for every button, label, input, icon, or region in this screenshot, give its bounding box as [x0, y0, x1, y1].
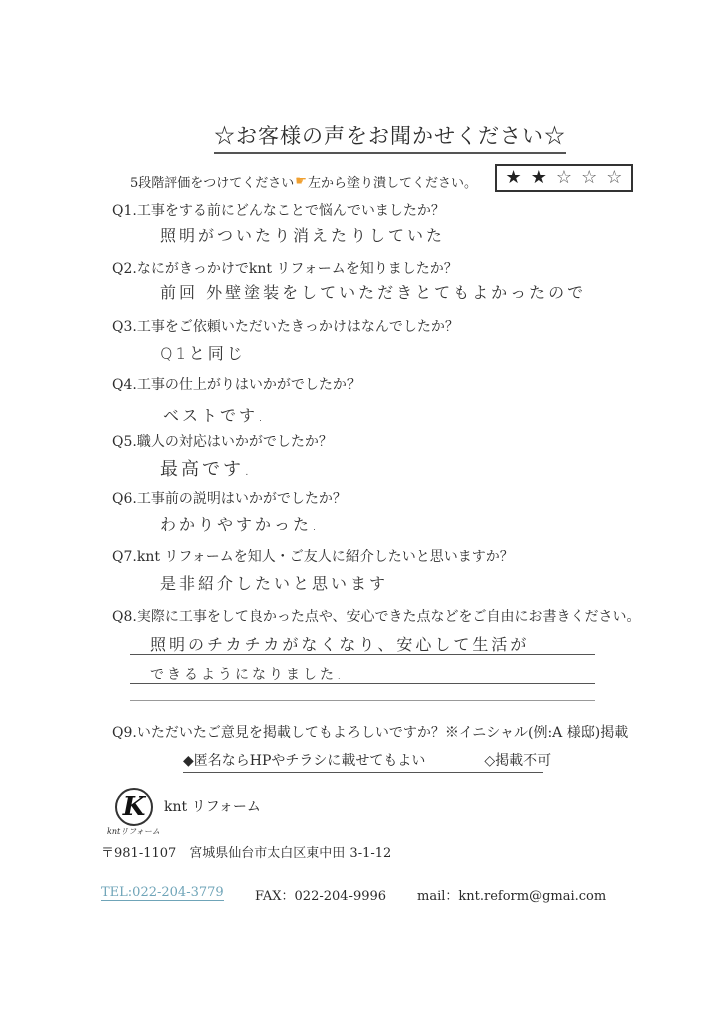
company-address: 〒981-1107 宮城県仙台市太白区東中田 3-1-12 — [101, 846, 392, 861]
answer-line-divider — [130, 700, 595, 701]
answer-line-divider — [130, 683, 595, 684]
star-empty-icon[interactable]: ☆ — [555, 167, 573, 188]
question-4: Q4.工事の仕上がりはいかがでしたか？ — [112, 377, 361, 393]
answer-1: 照明がついたり消えたりしていた — [160, 226, 446, 245]
star-filled-icon[interactable]: ★ — [505, 167, 522, 188]
rating-instruction-text: 5段階評価をつけてください — [130, 176, 295, 191]
question-9: Q9.いただいたご意見を掲載してもよろしいですか？※イニシャル(例:A 様邸)掲載 — [112, 725, 629, 741]
answer-8-line-2: できるようになりました. — [150, 667, 345, 683]
answer-7: 是非紹介したいと思います — [160, 574, 389, 593]
question-7: Q7.knt リフォームを知人・ご友人に紹介したいと思いますか？ — [112, 549, 514, 565]
rating-instruction — [130, 172, 477, 191]
answer-3: Q1と同じ — [160, 344, 246, 363]
rating-instruction-text-2: 左から塗り潰してください。 — [307, 176, 477, 191]
logo-caption: kntリフォーム — [107, 827, 160, 836]
company-logo: K — [115, 788, 153, 826]
answer-line-divider — [130, 654, 595, 655]
option-no-publish[interactable]: ◇掲載不可 — [484, 753, 552, 769]
question-3: Q3.工事をご依頼いただいたきっかけはなんでしたか？ — [112, 319, 459, 335]
question-6: Q6.工事前の説明はいかがでしたか？ — [112, 491, 347, 507]
question-1: Q1.工事をする前にどんなことで悩んでいましたか？ — [112, 203, 445, 219]
mail-address: mail：knt.reform@gmai.com — [417, 889, 607, 904]
star-filled-icon[interactable]: ★ — [530, 167, 547, 188]
fax-number: FAX：022-204-9996 — [255, 889, 387, 904]
company-name: knt リフォーム — [164, 799, 261, 815]
diamond-empty-icon: ◇ — [484, 753, 496, 769]
question-8: Q8.実際に工事をして良かった点や、安心できた点などをご自由にお書きください。 — [112, 609, 641, 625]
answer-2: 前回 外壁塗装をしていただきとてもよかったので — [160, 283, 587, 302]
answer-4: ベストです. — [163, 406, 267, 425]
answer-8-line-1: 照明のチカチカがなくなり、安心して生活が — [150, 635, 530, 654]
option-anonymous-ok[interactable]: ◆匿名ならHPやチラシに載せてもよい — [183, 753, 426, 769]
question-2: Q2.なにがきっかけでknt リフォームを知りましたか？ — [112, 261, 458, 277]
answer-6: わかりやすかった. — [160, 515, 321, 534]
star-empty-icon[interactable]: ☆ — [581, 167, 598, 188]
tel-link[interactable]: TEL:022-204-3779 — [101, 885, 224, 900]
star-empty-icon[interactable]: ☆ — [606, 167, 623, 188]
pointing-hand-icon: ☛ — [295, 174, 307, 189]
page-title: ☆お客様の声をお聞かせください☆ — [214, 120, 566, 154]
star-rating[interactable] — [495, 164, 633, 192]
question-5: Q5.職人の対応はいかがでしたか？ — [112, 434, 333, 450]
publish-options — [183, 750, 552, 773]
answer-5: 最高です. — [160, 459, 253, 480]
diamond-filled-icon: ◆ — [183, 753, 194, 769]
